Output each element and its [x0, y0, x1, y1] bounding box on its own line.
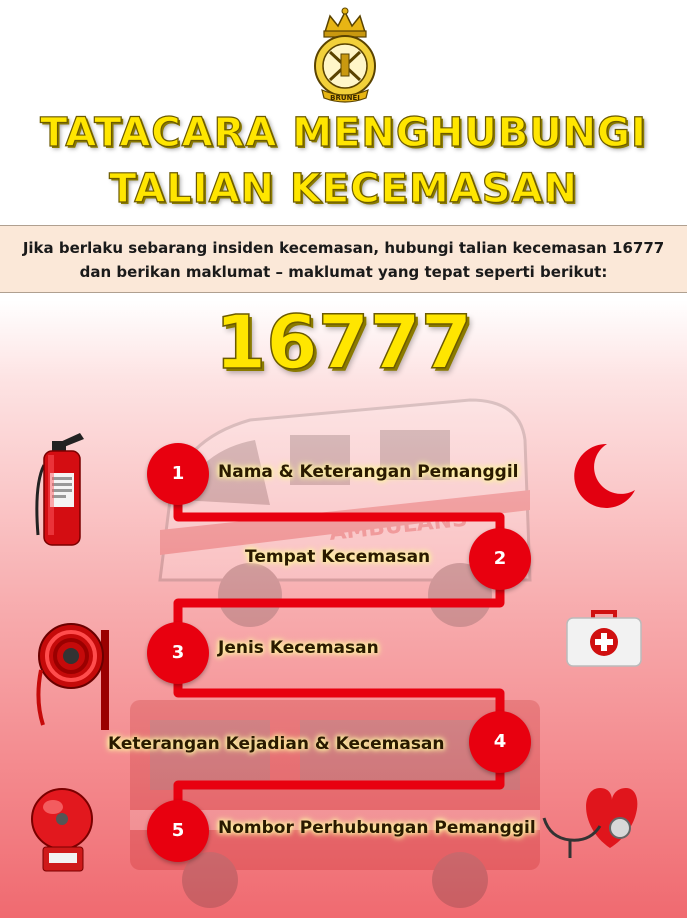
- step-1-circle: 1: [147, 443, 209, 505]
- hotline-number: 16777: [214, 300, 473, 386]
- page-title-line1: TATACARA MENGHUBUNGI: [40, 110, 647, 156]
- fire-hose-reel-icon: [35, 620, 120, 735]
- instruction-line1: Jika berlaku sebarang insiden kecemasan, hubungi talian kecemasan 16777: [22, 239, 665, 257]
- emblem-text: BRUNEI: [330, 94, 360, 102]
- step-5-label: Nombor Perhubungan Pemanggil: [218, 818, 536, 838]
- crescent-icon: [565, 440, 640, 510]
- step-3-circle: 3: [147, 622, 209, 684]
- first-aid-kit-icon: [565, 608, 643, 668]
- step-2-label: Tempat Kecemasan: [245, 547, 431, 567]
- ambulance-text: AMBULANS: [328, 506, 469, 546]
- step-1-label: Nama & Keterangan Pemanggil: [218, 462, 519, 482]
- step-4-label: Keterangan Kejadian & Kecemasan: [108, 734, 445, 754]
- step-3-label: Jenis Kecemasan: [218, 638, 379, 658]
- step-4-circle: 4: [469, 711, 531, 773]
- step-5-circle: 5: [147, 800, 209, 862]
- page-title-line2: TALIAN KECEMASAN: [109, 166, 578, 212]
- step-2-circle: 2: [469, 528, 531, 590]
- heart-stethoscope-icon: [540, 778, 650, 863]
- instruction-line2: dan berikan maklumat – maklumat yang tepat seperti berikut:: [79, 263, 608, 281]
- fire-alarm-bell-icon: [25, 785, 100, 875]
- fire-extinguisher-icon: [30, 425, 100, 550]
